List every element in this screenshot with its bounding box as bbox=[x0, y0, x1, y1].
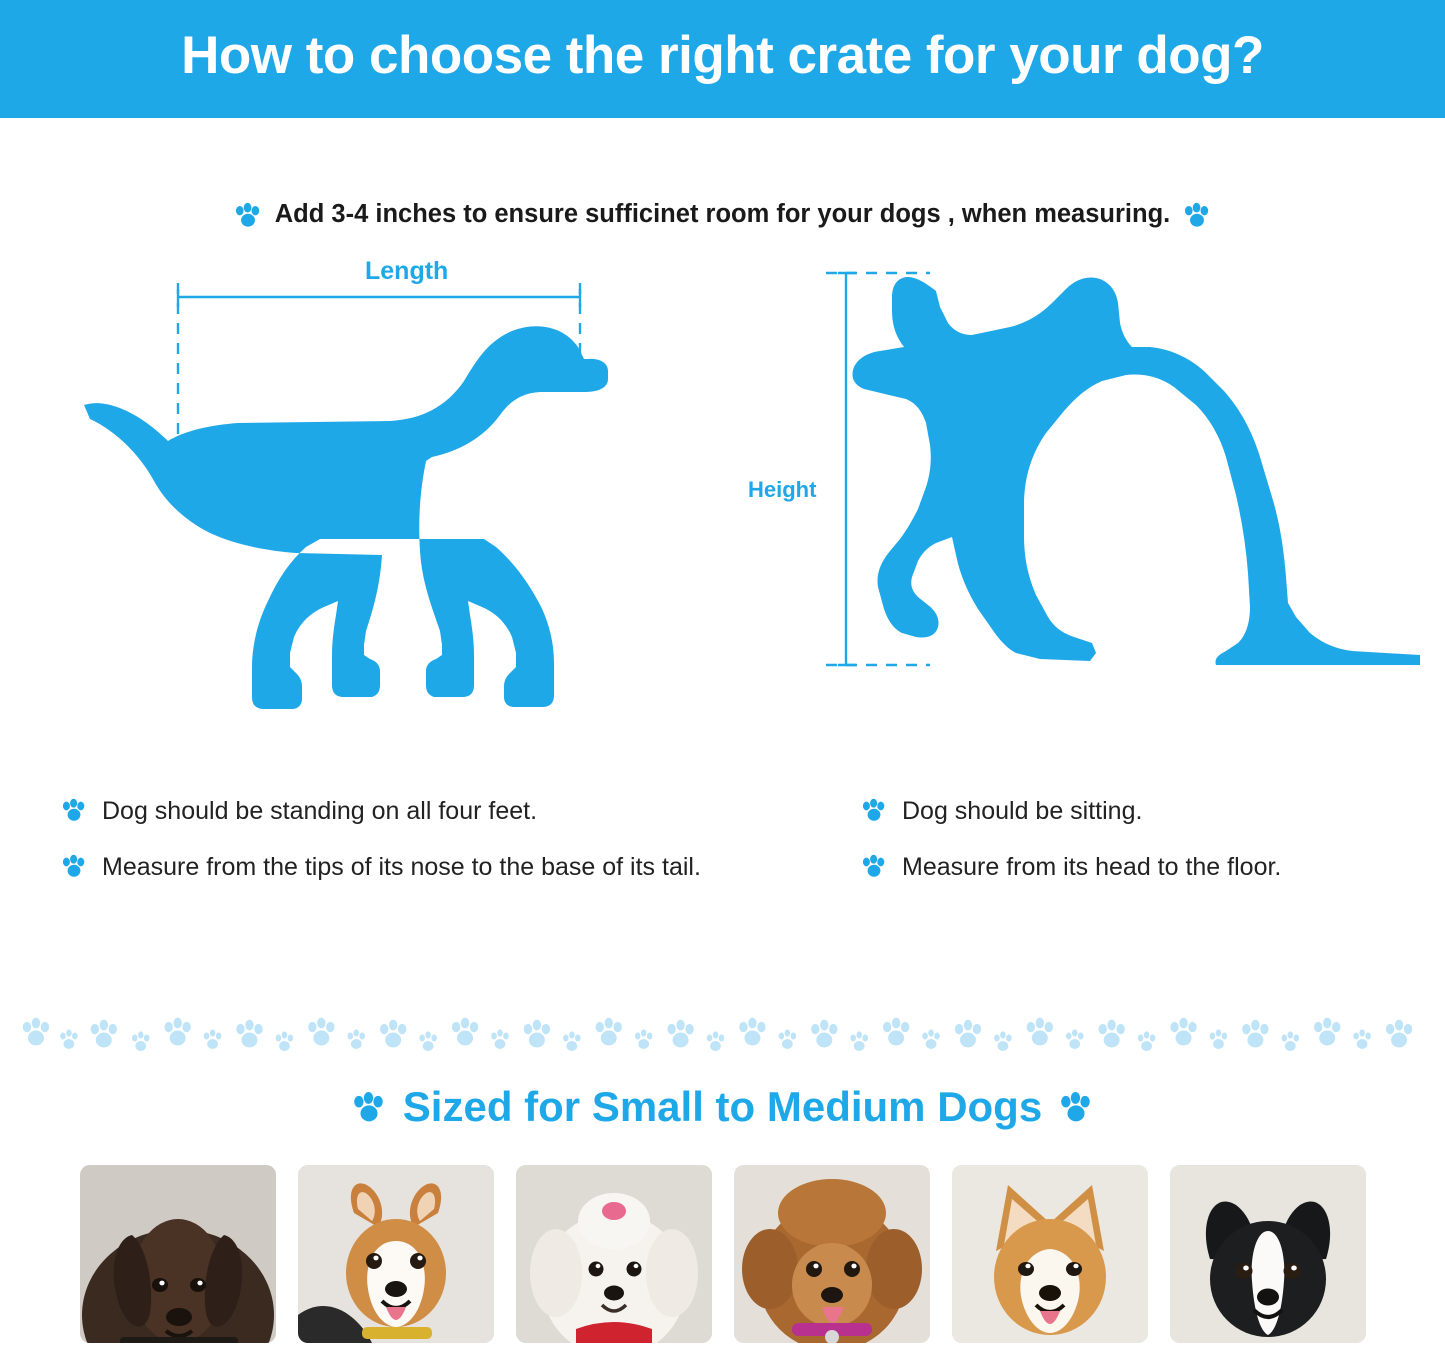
section-title-row bbox=[0, 1083, 1445, 1131]
paw-pattern-icon bbox=[14, 1016, 1431, 1062]
border-collie-photo bbox=[1170, 1165, 1366, 1343]
subtitle-text: Add 3-4 inches to ensure sufficinet room for your dogs , when measuring. bbox=[274, 200, 1171, 228]
instruction-text: Dog should be standing on all four feet. bbox=[102, 797, 538, 825]
header-banner bbox=[0, 0, 1445, 110]
paw-icon bbox=[353, 1091, 385, 1123]
page-title: How to choose the right crate for your dog? bbox=[181, 25, 1264, 85]
length-diagram-panel bbox=[60, 255, 720, 755]
instruction-lists bbox=[0, 793, 1445, 983]
dachshund-photo bbox=[80, 1165, 276, 1343]
sitting-dog-silhouette bbox=[740, 255, 1420, 725]
paw-icon bbox=[62, 798, 86, 822]
paw-icon bbox=[862, 854, 886, 878]
dog-photo-strip bbox=[0, 1165, 1445, 1343]
instruction-text: Dog should be sitting. bbox=[902, 797, 1143, 825]
list-item bbox=[62, 793, 742, 829]
list-item bbox=[62, 849, 742, 885]
section-title: Sized for Small to Medium Dogs bbox=[402, 1083, 1043, 1130]
subtitle-row bbox=[0, 200, 1445, 229]
instruction-text: Measure from the tips of its nose to the base of its tail. bbox=[102, 853, 701, 882]
instruction-text: Measure from its head to the floor. bbox=[902, 853, 1282, 882]
length-label: Length bbox=[365, 257, 449, 285]
measurement-diagrams bbox=[0, 255, 1445, 785]
list-item bbox=[862, 793, 1442, 829]
poodle-photo bbox=[734, 1165, 930, 1343]
shiba-inu-photo bbox=[952, 1165, 1148, 1343]
right-instruction-list bbox=[862, 793, 1442, 906]
paw-icon bbox=[62, 854, 86, 878]
height-diagram-panel bbox=[740, 255, 1420, 755]
maltese-photo bbox=[516, 1165, 712, 1343]
paw-icon bbox=[1184, 202, 1210, 228]
paw-icon bbox=[1060, 1091, 1092, 1123]
left-instruction-list bbox=[62, 793, 742, 906]
standing-dog-silhouette bbox=[60, 255, 720, 725]
corgi-photo bbox=[298, 1165, 494, 1343]
height-label: Height bbox=[748, 477, 817, 502]
paw-icon bbox=[862, 798, 886, 822]
paw-icon bbox=[235, 202, 261, 228]
paw-divider-middle bbox=[0, 1009, 1445, 1069]
list-item bbox=[862, 849, 1442, 885]
paw-divider-top bbox=[0, 110, 1445, 152]
